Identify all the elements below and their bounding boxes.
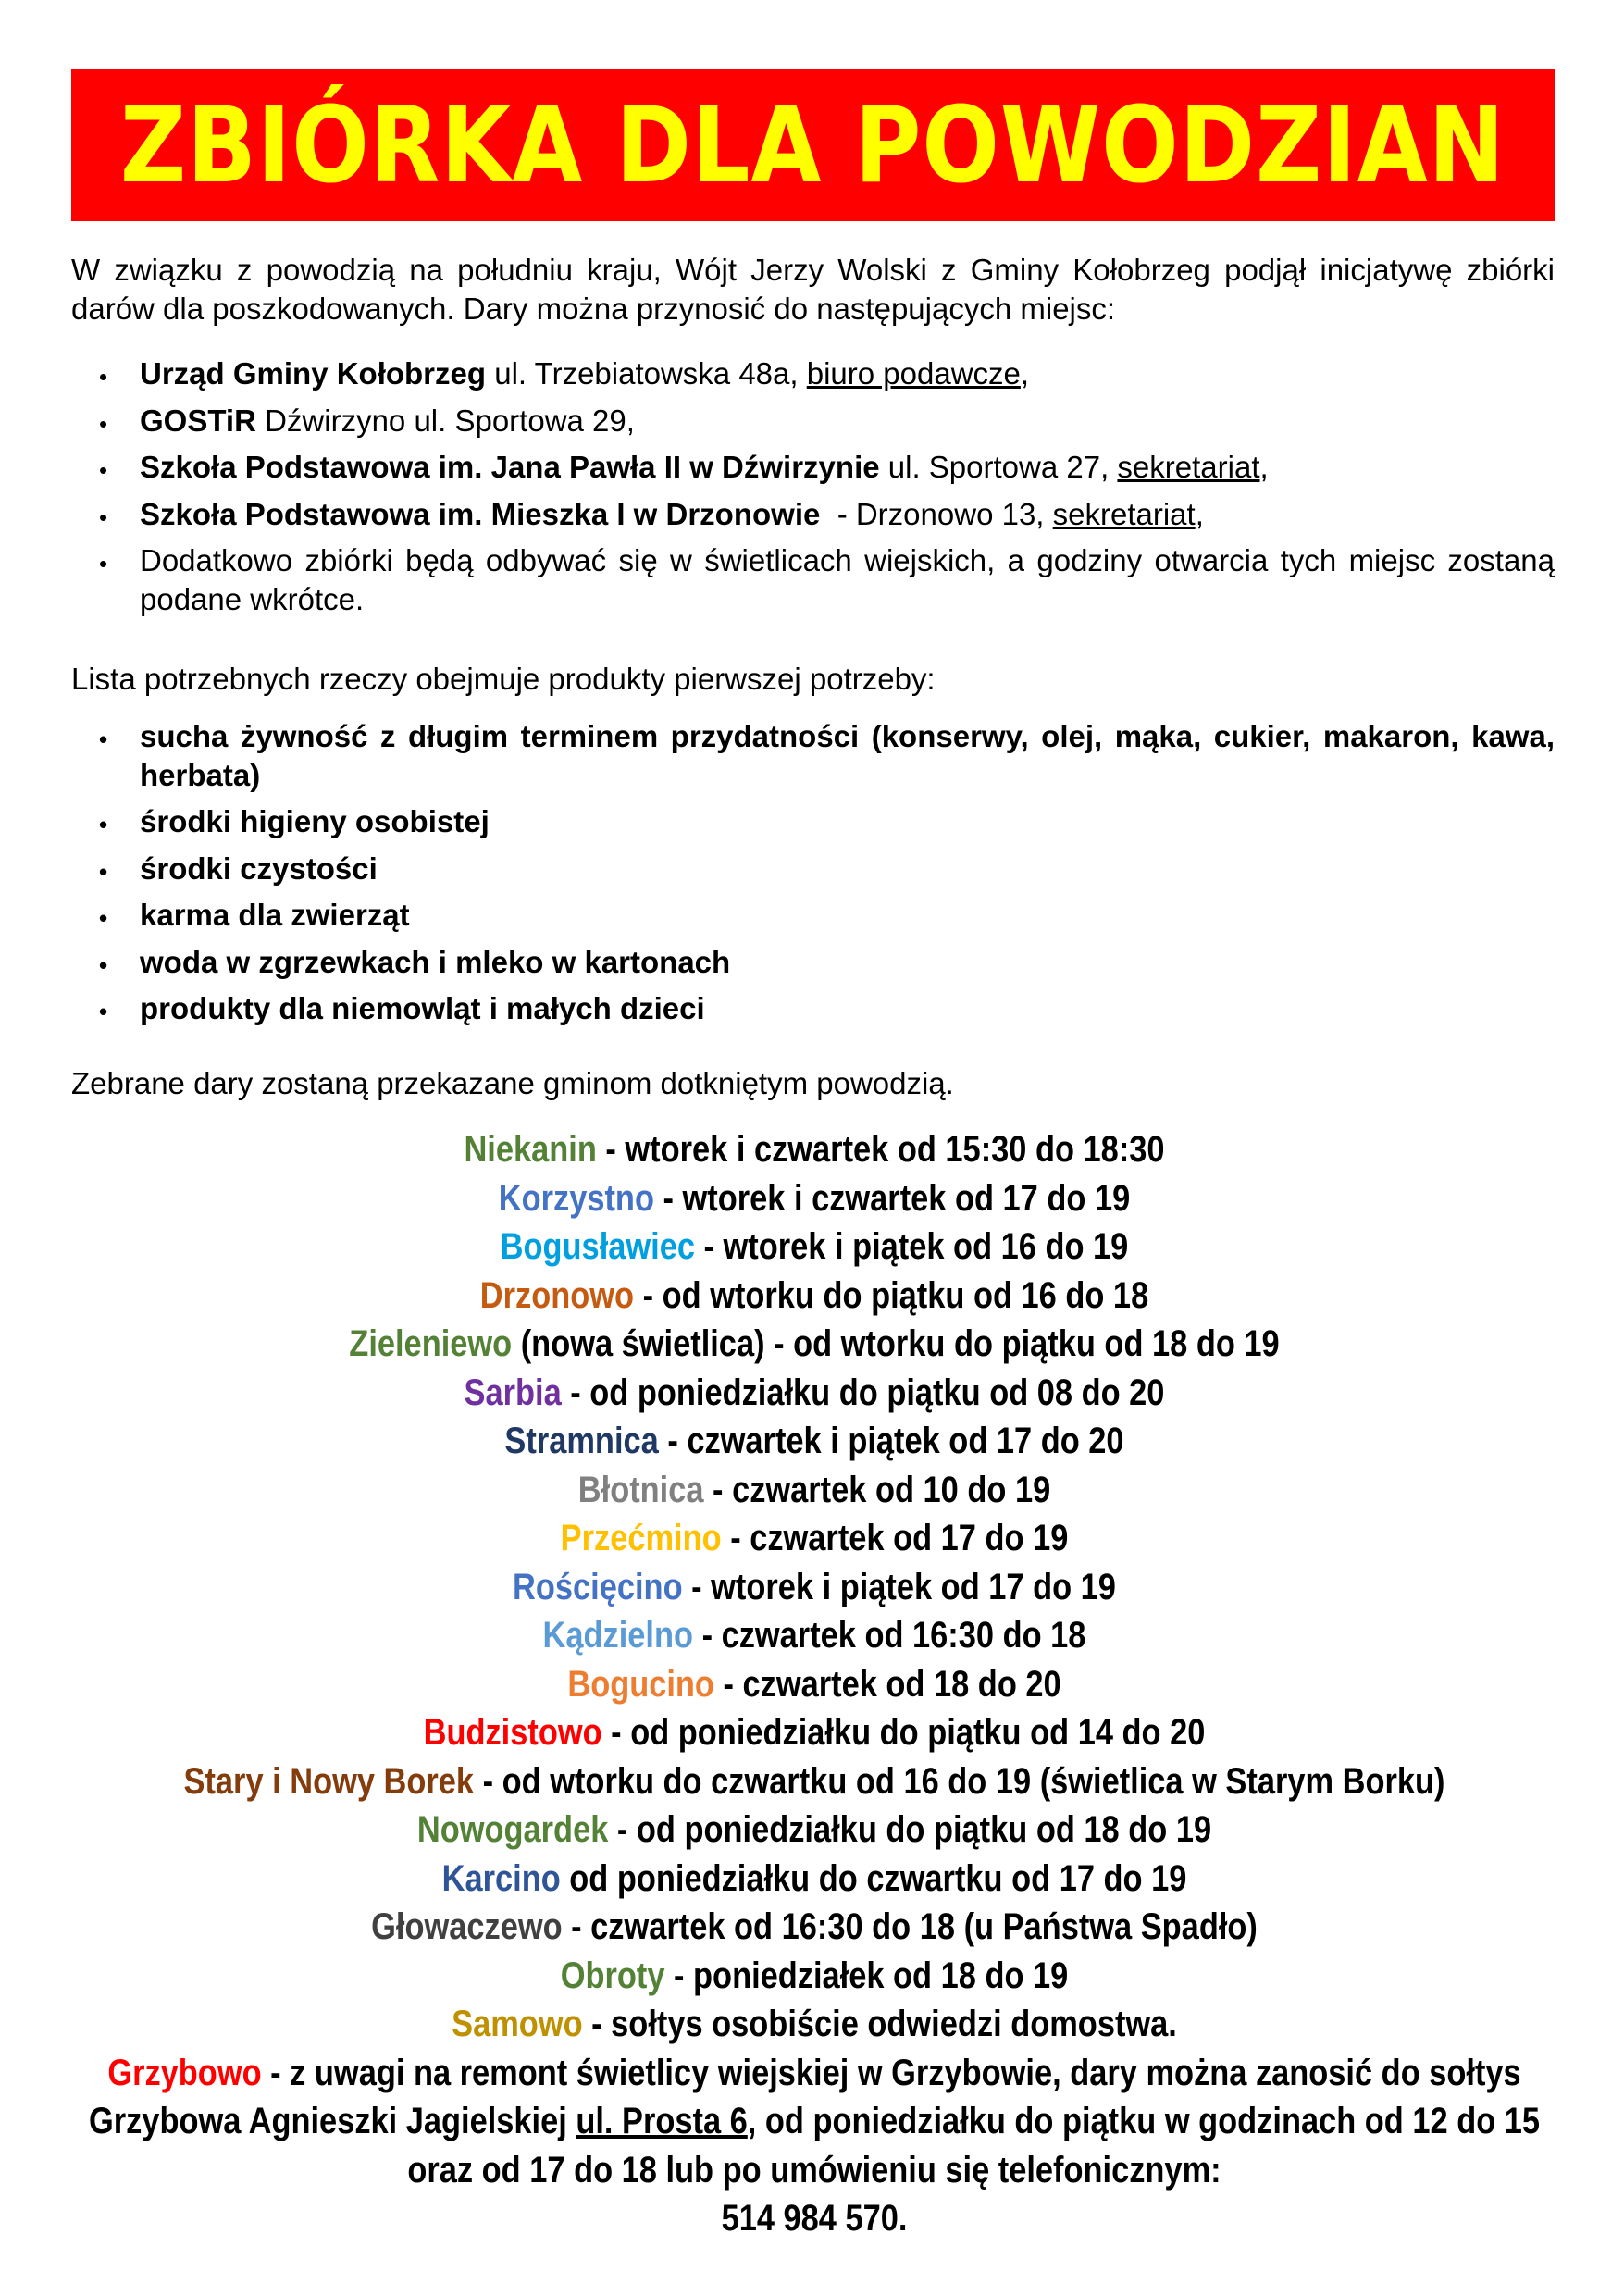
- final-note: [67, 2049, 1563, 2243]
- village-hours: - czwartek od 17 do 19: [721, 1518, 1069, 1558]
- schedule-row: [162, 1660, 1467, 1709]
- schedule-row: [162, 1806, 1467, 1855]
- needed-items-list: [71, 717, 1555, 1036]
- location-room: sekretariat: [1117, 450, 1260, 485]
- village-name: Bogusławiec: [500, 1226, 695, 1267]
- village-name: Bogucino: [567, 1663, 714, 1705]
- location-name: GOSTiR: [140, 403, 256, 438]
- needed-item: • środki czystości: [71, 850, 1555, 888]
- location-item: [71, 541, 1555, 618]
- village-hours: - od poniedziałku do piątku od 14 do 20: [601, 1712, 1206, 1753]
- location-room: sekretariat: [1052, 496, 1196, 531]
- village-hours: - czwartek od 16:30 do 18: [693, 1615, 1086, 1656]
- schedule-row: [162, 1222, 1467, 1272]
- location-address: ul. Sportowa 27,: [879, 450, 1118, 485]
- village-hours: od poniedziałku do czwartku od 17 do 19: [560, 1857, 1187, 1899]
- village-name: Stramnica: [504, 1421, 659, 1461]
- village-hours: - wtorek i czwartek od 15:30 do 18:30: [596, 1129, 1165, 1170]
- village-hours: - od wtorku do piątku od 16 do 18: [634, 1274, 1149, 1316]
- village-hours: - od wtorku do czwartku od 16 do 19 (świetlica w Starym Borku): [474, 1760, 1445, 1802]
- page-title: ZBIÓRKA DLA POWODZIAN: [120, 83, 1506, 206]
- village-hours: - czwartek i piątek od 17 do 20: [658, 1421, 1124, 1461]
- village-name: Nowogardek: [416, 1809, 609, 1850]
- village-hours: - czwartek od 10 do 19: [703, 1469, 1051, 1510]
- location-item: [71, 402, 1555, 441]
- schedule-row: [162, 1320, 1467, 1369]
- location-tail: ,: [1195, 496, 1204, 531]
- village-name: Stary i Nowy Borek: [183, 1760, 475, 1802]
- village-hours: - czwartek od 16:30 do 18 (u Państwa Spadło): [562, 1906, 1258, 1947]
- location-tail: ,: [1259, 450, 1269, 485]
- schedule-row: [162, 1611, 1467, 1660]
- final-text-1: - z uwagi na remont świetlicy wiejskiej w Grzybowie, dary można zanosić do sołtys Grzybowa Agnieszki Jagielskiej: [88, 2052, 1521, 2141]
- village-name: Korzystno: [498, 1177, 654, 1219]
- village-name: Zieleniewo: [349, 1323, 513, 1364]
- schedule-row: [162, 1174, 1467, 1223]
- location-address: ul. Trzebiatowska 48a,: [486, 356, 807, 391]
- location-item: [71, 448, 1555, 487]
- village-hours: - sołtys osobiście odwiedzi domostwa.: [582, 2004, 1177, 2044]
- schedule-row: [162, 1466, 1467, 1515]
- schedule-row: [162, 2000, 1467, 2049]
- location-item: [71, 354, 1555, 393]
- village-name: Rościęcino: [513, 1566, 683, 1607]
- village-name: Przećmino: [560, 1518, 722, 1558]
- village-name: Obroty: [560, 1955, 665, 1996]
- village-name: Samowo: [452, 2004, 583, 2044]
- needed-item: • woda w zgrzewkach i mleko w kartonach: [71, 943, 1555, 982]
- location-item: [71, 495, 1555, 534]
- schedule-row: [162, 1514, 1467, 1563]
- needs-intro: Lista potrzebnych rzeczy obejmuje produkty pierwszej potrzeby:: [71, 662, 936, 696]
- schedule-row: [162, 1125, 1467, 1174]
- schedule-row: [162, 1272, 1467, 1321]
- outro-paragraph: Zebrane dary zostaną przekazane gminom dotkniętym powodzią.: [71, 1066, 954, 1100]
- village-hours: (nowa świetlica) - od wtorku do piątku od 18 do 19: [512, 1323, 1280, 1364]
- location-name: Urząd Gminy Kołobrzeg: [140, 356, 487, 391]
- village-name: Drzonowo: [479, 1274, 635, 1316]
- schedule-row: [162, 1855, 1467, 1904]
- village-hours: - od poniedziałku do piątku od 08 do 20: [561, 1371, 1165, 1413]
- schedule-row: [162, 1563, 1467, 1612]
- needed-item: • sucha żywność z długim terminem przydatności (konserwy, olej, mąka, cukier, makaron, kawa, herbata): [71, 717, 1555, 794]
- village-schedule: [56, 1125, 1573, 2243]
- title-banner: [71, 69, 1555, 221]
- final-village: Grzybowo: [107, 2052, 262, 2093]
- drop-off-locations-list: [71, 354, 1555, 627]
- schedule-row: [162, 1952, 1467, 2001]
- schedule-row: [162, 1903, 1467, 1952]
- village-name: Błotnica: [577, 1469, 704, 1510]
- needed-item: • karma dla zwierząt: [71, 896, 1555, 935]
- village-name: Niekanin: [464, 1129, 597, 1170]
- village-hours: - od poniedziałku do piątku od 18 do 19: [608, 1809, 1212, 1850]
- intro-paragraph: W związku z powodzią na południu kraju, Wójt Jerzy Wolski z Gminy Kołobrzeg podjął inicjatywę zbiórki darów dla poszkodowanych. Dary można przynosić do następujących miejsc:: [71, 253, 1555, 326]
- village-hours: - wtorek i czwartek od 17 do 19: [653, 1177, 1131, 1219]
- village-hours: - wtorek i piątek od 17 do 19: [682, 1566, 1116, 1607]
- schedule-row: [162, 1417, 1467, 1466]
- final-phone: 514 984 570.: [721, 2198, 908, 2239]
- village-hours: - poniedziałek od 18 do 19: [664, 1955, 1069, 1996]
- location-address: Dźwirzyno ul. Sportowa 29,: [255, 403, 635, 438]
- village-name: Głowaczewo: [371, 1906, 563, 1947]
- village-name: Karcino: [441, 1857, 561, 1899]
- needed-item: • środki higieny osobistej: [71, 802, 1555, 841]
- location-room: biuro podawcze: [806, 356, 1021, 391]
- location-note: Dodatkowo zbiórki będą odbywać się w świetlicach wiejskich, a godziny otwarcia tych miejsc zostaną podane wkrótce.: [140, 543, 1555, 616]
- schedule-row: [162, 1757, 1467, 1806]
- village-name: Budzistowo: [423, 1712, 602, 1753]
- village-name: Kądzielno: [542, 1615, 694, 1656]
- schedule-rows: [56, 1125, 1573, 2049]
- location-tail: ,: [1020, 356, 1030, 391]
- location-address: - Drzonowo 13,: [820, 496, 1053, 531]
- location-name: Szkoła Podstawowa im. Mieszka I w Drzonowie: [140, 496, 821, 531]
- village-hours: - wtorek i piątek od 16 do 19: [694, 1226, 1129, 1267]
- schedule-row: [162, 1708, 1467, 1757]
- final-address: ul. Prosta 6: [576, 2101, 748, 2141]
- final-text-2: , od poniedziałku do piątku w godzinach od 12 do 15 oraz od 17 do 18 lub po umówieniu się telefonicznym:: [407, 2101, 1541, 2191]
- needed-item: • produkty dla niemowląt i małych dzieci: [71, 989, 1555, 1028]
- village-name: Sarbia: [464, 1371, 562, 1413]
- location-name: Szkoła Podstawowa im. Jana Pawła II w Dźwirzynie: [140, 450, 880, 485]
- village-hours: - czwartek od 18 do 20: [713, 1663, 1061, 1705]
- schedule-row: [162, 1369, 1467, 1418]
